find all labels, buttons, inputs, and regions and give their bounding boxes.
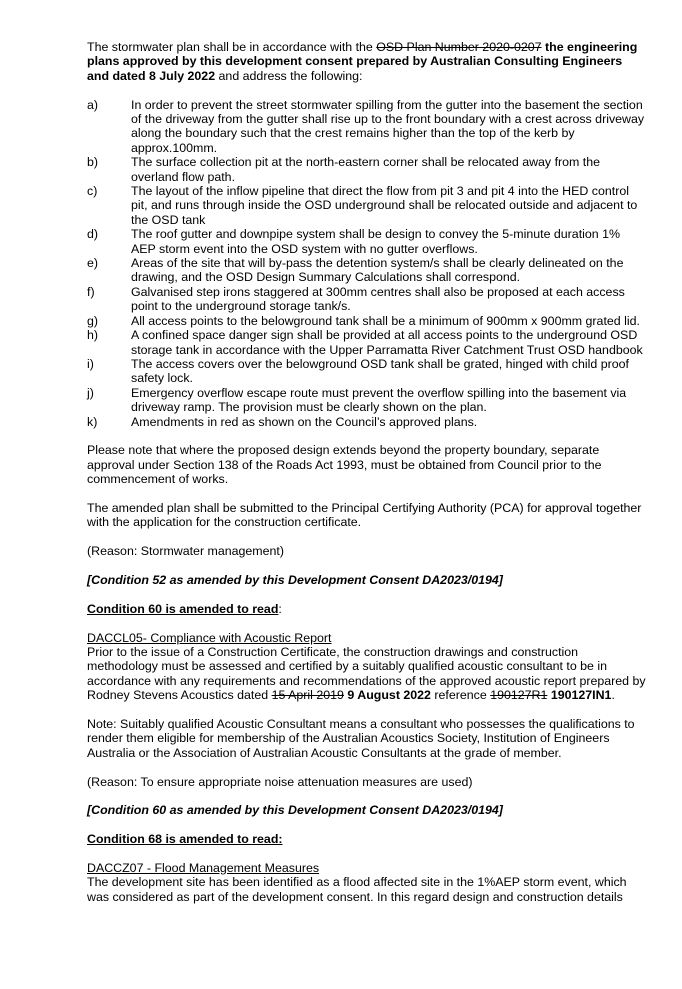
condition-list <box>87 98 647 429</box>
list-item <box>87 256 647 285</box>
list-item <box>87 184 647 227</box>
intro-end-text: and address the following: <box>215 68 363 83</box>
list-item <box>87 227 647 256</box>
list-item <box>87 155 647 184</box>
reason-noise: (Reason: To ensure appropriate noise attenuation measures are used) <box>87 774 473 789</box>
list-item-label: a) <box>87 97 99 112</box>
list-item-text: A confined space danger sign shall be provided at all access points to the underground OSD storage tank in accordance with the Upper Parramatta River Catchment Trust OSD handbook <box>131 328 643 357</box>
list-item-label: e) <box>87 256 99 271</box>
roads-act-paragraph: Please note that where the proposed design extends beyond the property boundary, separate approval under Section 138 of the Roads Act 1993, must be obtained from Council prior to the commencement of works. <box>87 443 602 487</box>
condition-60-heading-text: Condition 60 is amended to read <box>87 601 279 616</box>
struck-plan-number: OSD Plan Number 2020-0207 <box>376 40 542 54</box>
struck-reference: 190127R1 <box>490 688 548 703</box>
list-item-label: d) <box>87 227 99 242</box>
condition-68-heading: Condition 68 is amended to read: <box>87 832 283 847</box>
reason-stormwater: (Reason: Stormwater management) <box>87 544 284 559</box>
list-item <box>87 415 647 429</box>
intro-text: The stormwater plan shall be in accordance with the <box>87 40 377 54</box>
flood-paragraph: The development site has been identified as a flood affected site in the 1%AEP storm event, which was considered as part of the development consent. In this regard design and construction details <box>87 875 627 904</box>
list-item <box>87 285 647 314</box>
list-item-label: i) <box>87 356 94 371</box>
list-item-text: Emergency overflow escape route must prevent the overflow spilling into the basement via driveway ramp. The provision must be clearly shown on the plan. <box>131 385 627 415</box>
condition-60-heading <box>87 602 647 616</box>
new-date: 9 August 2022 <box>343 688 431 703</box>
condition-60-heading-colon: : <box>278 601 282 616</box>
dacc-acoustic-title: DACCL05- Compliance with Acoustic Report <box>87 630 332 645</box>
list-item-label: b) <box>87 155 99 170</box>
list-item-text: All access points to the belowground tank shall be a minimum of 900mm x 900mm grated lid. <box>131 313 640 328</box>
list-item-text: The access covers over the belowground OSD tank shall be grated, hinged with child proof safety lock. <box>131 356 629 386</box>
list-item-label: g) <box>87 313 99 328</box>
condition-60-note: [Condition 60 as amended by this Development Consent DA2023/0194] <box>87 803 503 818</box>
list-item-label: k) <box>87 414 98 429</box>
list-item-text: The layout of the inflow pipeline that direct the flow from pit 3 and pit 4 into the HED control pit, and runs through inside the OSD underground shall be relocated outside and adjacent to the OSD tank <box>131 184 638 227</box>
list-item-text: Amendments in red as shown on the Council’s approved plans. <box>131 414 478 429</box>
dacc-flood-title: DACCZ07 - Flood Management Measures <box>87 860 320 875</box>
new-reference: 190127IN1 <box>547 688 612 703</box>
list-item-label: c) <box>87 184 98 199</box>
list-item <box>87 314 647 328</box>
list-item-text: The surface collection pit at the north-eastern corner shall be relocated away from the overland flow path. <box>131 155 601 184</box>
list-item-label: j) <box>87 385 94 400</box>
acoustic-consultant-note: Note: Suitably qualified Acoustic Consultant means a consultant who possesses the qualifications to render them eligible for membership of the Australian Acoustics Society, Institution of Engineers Australia or the Association of Australian Acoustic Consultants at the grade of member. <box>87 716 635 760</box>
list-item-text: In order to prevent the street stormwater spilling from the gutter into the basement the section of the driveway from the gutter shall rise up to the front boundary with a crest across driveway along the boundary such that the crest remains higher than the top of the kerb by approx.100mm. <box>131 97 645 155</box>
acoustic-reference-text: reference <box>430 688 491 703</box>
stormwater-intro-paragraph <box>87 40 647 83</box>
condition-52-note: [Condition 52 as amended by this Development Consent DA2023/0194] <box>87 572 503 587</box>
list-item-text: Galvanised step irons staggered at 300mm centres shall also be proposed at each access point to the underground storage tank/s. <box>131 284 625 314</box>
amended-plan-paragraph: The amended plan shall be submitted to the Principal Certifying Authority (PCA) for approval together with the application for the construction certificate. <box>87 500 642 530</box>
list-item <box>87 357 647 386</box>
list-item-text: Areas of the site that will by-pass the detention system/s shall be clearly delineated on the drawing, and the OSD Design Summary Calculations shall correspond. <box>131 256 624 285</box>
struck-date: 15 April 2019 <box>271 688 344 703</box>
document-page <box>87 40 647 904</box>
list-item <box>87 386 647 415</box>
list-item <box>87 328 647 357</box>
list-item-text: The roof gutter and downpipe system shall be design to convey the 5-minute duration 1% AEP storm event into the OSD system with no gutter overflows. <box>131 227 621 256</box>
acoustic-text: Prior to the issue of a Construction Certificate, the construction drawings and construction methodology must be assessed and certified by a suitably qualified acoustic consultant to be in accordance with any requirements and recommendations of the approved acoustic report prepared by Rodney Stevens Acoustics dated <box>87 644 646 703</box>
intro-bold-text: the engineering plans approved by this development consent prepared by Australian Consulting Engineers and dated 8 July 2022 <box>87 40 638 83</box>
acoustic-end: . <box>611 688 615 703</box>
list-item-label: h) <box>87 328 99 343</box>
acoustic-paragraph <box>87 645 647 703</box>
list-item-label: f) <box>87 284 95 299</box>
list-item <box>87 98 647 156</box>
